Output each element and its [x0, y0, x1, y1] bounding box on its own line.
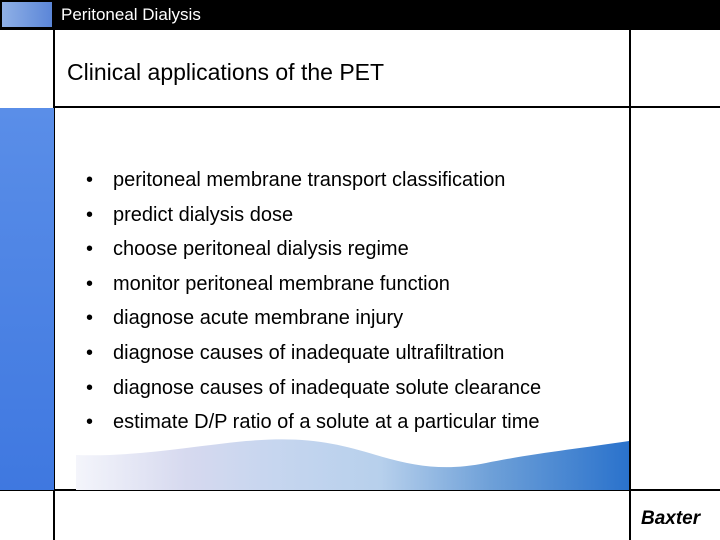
list-item-text: predict dialysis dose: [113, 203, 294, 226]
list-item: [86, 336, 541, 371]
header-bar: [0, 0, 720, 30]
list-item: [86, 371, 541, 406]
bullet-dot: •: [86, 169, 94, 191]
baxter-logo: [641, 505, 719, 529]
title-divider: [53, 106, 720, 108]
list-item-text: choose peritoneal dialysis regime: [113, 238, 409, 261]
list-item: [86, 232, 541, 267]
decorative-wave: [76, 437, 629, 490]
list-item-text: estimate D/P ratio of a solute at a particular time: [113, 411, 540, 434]
list-item-text: peritoneal membrane transport classification: [113, 169, 506, 191]
list-item-text: diagnose causes of inadequate ultrafiltration: [113, 341, 505, 364]
list-item: [86, 163, 541, 198]
list-item-text: diagnose causes of inadequate solute clearance: [113, 376, 542, 399]
list-item: [86, 267, 541, 302]
list-item: [86, 405, 541, 440]
svg-text:Baxter: Baxter: [641, 508, 701, 529]
bullet-dot: •: [86, 341, 94, 364]
bullet-dot: •: [86, 411, 94, 434]
list-item-text: monitor peritoneal membrane function: [113, 272, 450, 295]
left-accent-strip: [0, 108, 54, 490]
bullet-dot: •: [86, 203, 94, 226]
header-title: Peritoneal Dialysis: [61, 5, 201, 24]
bullet-dot: •: [86, 307, 94, 330]
list-item-text: diagnose acute membrane injury: [113, 307, 404, 330]
bullet-list: [86, 163, 541, 440]
bullet-dot: •: [86, 376, 94, 399]
bullet-dot: •: [86, 272, 94, 295]
slide-title: Clinical applications of the PET: [67, 59, 385, 85]
list-item: [86, 301, 541, 336]
list-item: [86, 198, 541, 233]
header-color-swatch: [2, 2, 52, 27]
bullet-dot: •: [86, 238, 94, 261]
